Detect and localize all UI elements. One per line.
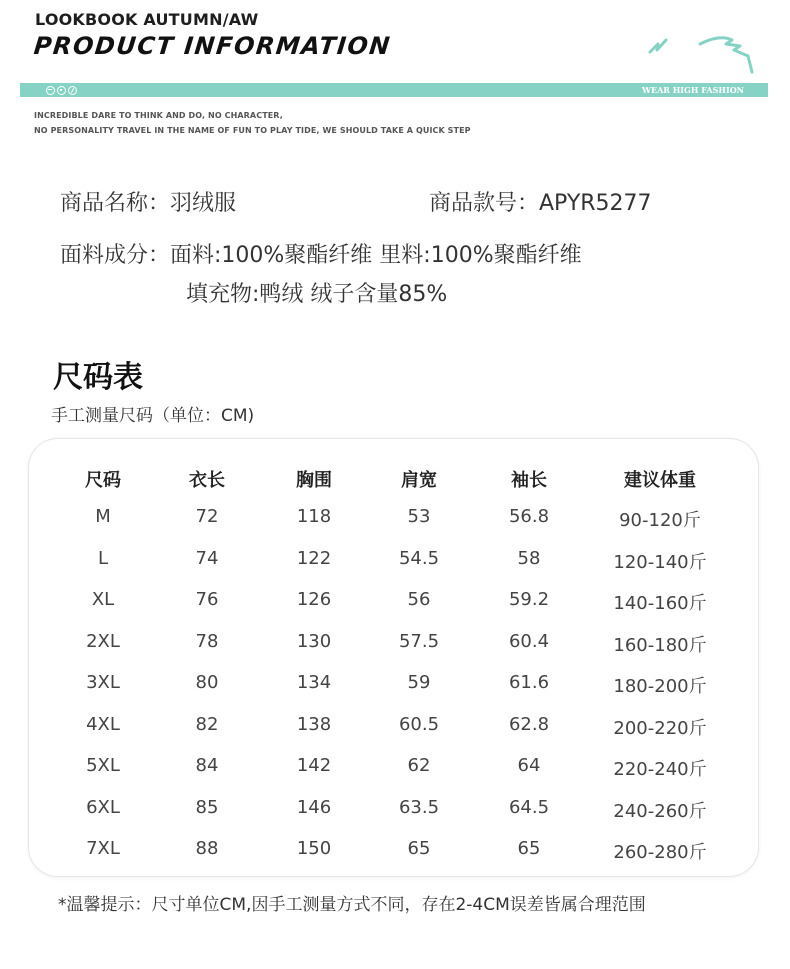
measurement-note: *温馨提示：尺寸单位CM,因手工测量方式不同，存在2-4CM误差皆属合理范围	[58, 895, 646, 915]
table-cell: 126	[296, 589, 332, 610]
column-header: 袖长	[511, 470, 547, 491]
table-cell: 84	[195, 755, 219, 776]
table-cell: 74	[195, 547, 219, 569]
table-cell: 200-220斤	[613, 717, 707, 739]
band-text: WEAR HIGH FASHION	[642, 85, 744, 95]
table-cell: M	[95, 506, 111, 527]
table-cell: 62.8	[508, 713, 550, 735]
slash-circle-icon	[68, 86, 77, 95]
table-cell: 53	[407, 506, 431, 527]
table-cell: 60.4	[508, 630, 550, 652]
lookbook-heading: LOOKBOOK AUTUMN/AW	[35, 10, 259, 29]
table-cell: 65	[407, 838, 431, 859]
table-cell: 120-140斤	[613, 551, 707, 573]
table-cell: 85	[195, 796, 219, 818]
lightning-decoration-icon	[640, 28, 770, 80]
band-icons	[46, 83, 77, 97]
column-header: 胸围	[296, 470, 332, 491]
minus-circle-icon	[46, 86, 55, 95]
size-chart-title: 尺码表	[53, 360, 143, 395]
column-header: 肩宽	[401, 470, 437, 491]
table-cell: 63.5	[398, 796, 440, 818]
product-filling: 填充物:鸭绒 绒子含量85%	[186, 282, 448, 307]
table-cell: 118	[296, 506, 332, 527]
product-name: 商品名称：羽绒服	[60, 191, 237, 216]
table-cell: 6XL	[86, 796, 120, 818]
table-cell: 61.6	[508, 672, 550, 693]
table-cell: 150	[296, 838, 332, 859]
table-cell: 54.5	[398, 547, 440, 569]
product-code: 商品款号：APYR5277	[429, 191, 652, 216]
table-cell: 82	[195, 713, 219, 735]
table-cell: 140-160斤	[613, 593, 707, 614]
table-cell: 180-200斤	[613, 676, 707, 697]
table-cell: 64.5	[508, 796, 550, 818]
page-title: PRODUCT INFORMATION	[32, 32, 393, 60]
table-cell: 7XL	[86, 838, 120, 859]
column-header: 衣长	[189, 470, 225, 491]
column-header: 建议体重	[624, 470, 696, 491]
size-chart-subtitle: 手工测量尺码（单位：CM)	[51, 406, 255, 426]
slogan-line-2: NO PERSONALITY TRAVEL IN THE NAME OF FUN TO PLAY TIDE, WE SHOULD TAKE A QUICK STEP	[34, 126, 471, 135]
table-cell: 72	[195, 506, 219, 527]
table-cell: 2XL	[86, 630, 120, 652]
slogan-line-1: INCREDIBLE DARE TO THINK AND DO, NO CHARACTER,	[34, 111, 283, 120]
table-cell: 134	[296, 672, 332, 693]
table-cell: 146	[296, 796, 332, 818]
table-cell: XL	[91, 589, 115, 610]
table-cell: 59	[407, 672, 431, 693]
accent-band	[20, 83, 768, 97]
table-cell: 65	[517, 838, 541, 859]
table-cell: 58	[517, 547, 541, 569]
table-cell: 4XL	[86, 713, 120, 735]
table-cell: 122	[296, 547, 332, 569]
table-cell: 56.8	[508, 506, 550, 527]
product-fabric: 面料成分：面料:100%聚酯纤维 里料:100%聚酯纤维	[60, 243, 582, 268]
table-cell: 60.5	[398, 713, 440, 735]
table-cell: 62	[407, 755, 431, 776]
dot-circle-icon	[57, 86, 66, 95]
table-cell: L	[97, 547, 109, 569]
table-cell: 57.5	[398, 630, 440, 652]
table-cell: 78	[195, 630, 219, 652]
table-cell: 5XL	[86, 755, 120, 776]
table-cell: 64	[517, 755, 541, 776]
table-cell: 160-180斤	[613, 634, 707, 656]
table-cell: 90-120斤	[619, 510, 701, 531]
table-cell: 59.2	[508, 589, 550, 610]
table-cell: 130	[296, 630, 332, 652]
table-cell: 56	[407, 589, 431, 610]
table-cell: 142	[296, 755, 332, 776]
table-cell: 240-260斤	[613, 800, 707, 822]
size-table	[28, 438, 759, 877]
table-cell: 80	[195, 672, 219, 693]
table-cell: 76	[195, 589, 219, 610]
column-header: 尺码	[85, 470, 121, 491]
table-cell: 138	[296, 713, 332, 735]
table-cell: 220-240斤	[613, 759, 707, 780]
table-cell: 3XL	[86, 672, 120, 693]
table-cell: 260-280斤	[613, 842, 707, 863]
table-cell: 88	[195, 838, 219, 859]
